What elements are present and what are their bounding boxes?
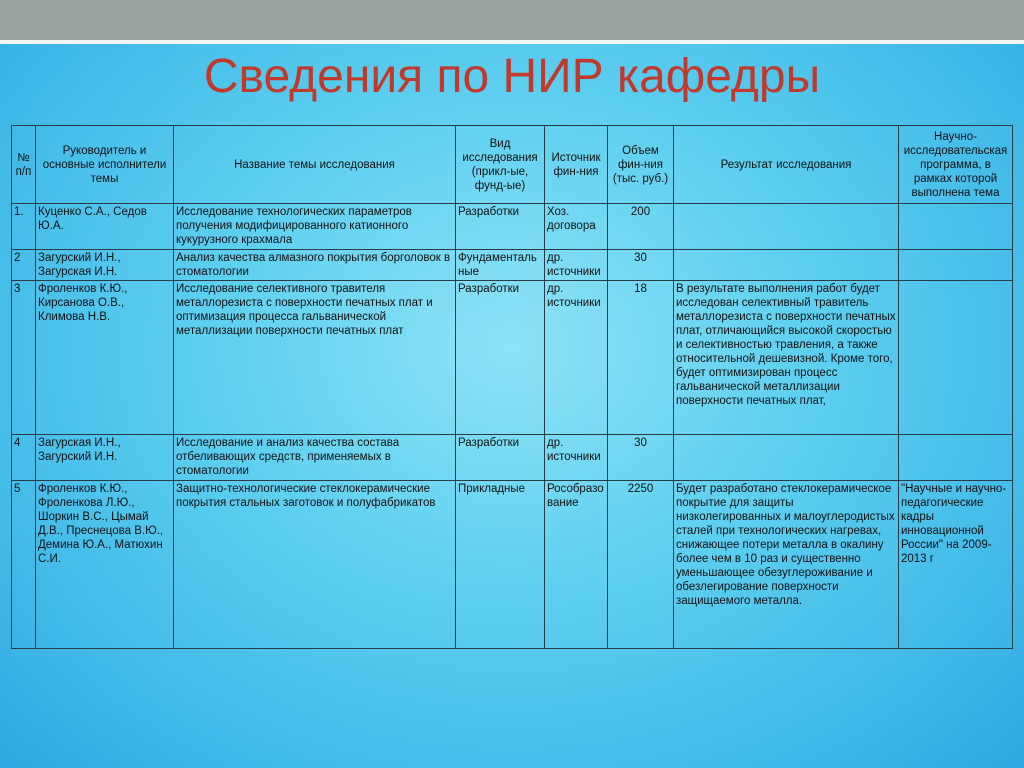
cell-volume: 2250 [608,481,674,649]
cell-source: др. источники [545,281,608,435]
cell-kind: Разработки [456,204,545,250]
cell-program [899,204,1013,250]
table-row [12,250,1013,281]
cell-volume: 30 [608,435,674,481]
cell-program [899,250,1013,281]
cell-leaders: Фроленков К.Ю., Кирсанова О.В., Климова Н.В. [36,281,174,435]
header-program: Научно-исследовательская программа, в рамках которой выполнена тема [899,126,1013,204]
cell-source: др. источники [545,435,608,481]
cell-kind: Разработки [456,281,545,435]
cell-num: 1. [12,204,36,250]
cell-topic: Исследование технологических параметров получения модифицированного катионного кукурузного крахмала [174,204,456,250]
cell-num: 5 [12,481,36,649]
cell-result [674,435,899,481]
cell-kind: Прикладные [456,481,545,649]
header-kind: Вид исследования (прикл-ые, фунд-ые) [456,126,545,204]
cell-source: др. источники [545,250,608,281]
cell-volume: 30 [608,250,674,281]
cell-num: 3 [12,281,36,435]
cell-result: Будет разработано стеклокерамическое покрытие для защиты низколегированных и малоуглеродистых сталей при технологических нагревах, снижающее потери металла в окалину более чем в 10 раз и существенно уменьшающее обезуглероживание и обезлегирование поверхности защищаемого металла. [674,481,899,649]
cell-topic: Исследование селективного травителя металлорезиста с поверхности печатных плат и оптимизация процесса гальванической металлизации поверхности печатных плат [174,281,456,435]
cell-kind: Фундаментальные [456,250,545,281]
table-row [12,435,1013,481]
header-topic: Название темы исследования [174,126,456,204]
research-table [11,125,1013,649]
cell-volume: 200 [608,204,674,250]
table-row [12,481,1013,649]
table-row [12,281,1013,435]
header-leaders: Руководитель и основные исполнители темы [36,126,174,204]
cell-program [899,281,1013,435]
cell-num: 4 [12,435,36,481]
cell-result: В результате выполнения работ будет исследован селективный травитель металлорезиста с поверхности печатных плат, отличающийся высокой скоростью и селективностью травления, а также относительной дешевизной. Кроме того, будет оптимизирован процесс гальванической металлизации поверхности печатных плат, [674,281,899,435]
research-table-container [11,125,1012,649]
cell-result [674,204,899,250]
cell-result [674,250,899,281]
cell-program: "Научные и научно-педагогические кадры инновационной России" на 2009-2013 г [899,481,1013,649]
cell-leaders: Фроленков К.Ю., Фроленкова Л.Ю., Шоркин В.С., Цымай Д.В., Преснецова В.Ю., Демина Ю.А., Матюхин С.И. [36,481,174,649]
cell-topic: Исследование и анализ качества состава отбеливающих средств, применяемых в стоматологии [174,435,456,481]
cell-source: Рособразование [545,481,608,649]
top-band [0,0,1024,40]
cell-source: Хоз. договора [545,204,608,250]
header-source: Источник фин-ния [545,126,608,204]
cell-program [899,435,1013,481]
cell-leaders: Загурская И.Н., Загурский И.Н. [36,435,174,481]
cell-num: 2 [12,250,36,281]
cell-leaders: Куценко С.А., Седов Ю.А. [36,204,174,250]
cell-topic: Защитно-технологические стеклокерамические покрытия стальных заготовок и полуфабрикатов [174,481,456,649]
cell-topic: Анализ качества алмазного покрытия борголовок в стоматологии [174,250,456,281]
header-result: Результат исследования [674,126,899,204]
slide-title: Сведения по НИР кафедры [203,50,821,103]
table-row [12,204,1013,250]
header-row [12,126,1013,204]
cell-volume: 18 [608,281,674,435]
cell-leaders: Загурский И.Н., Загурская И.Н. [36,250,174,281]
header-volume: Объем фин-ния (тыс. руб.) [608,126,674,204]
cell-kind: Разработки [456,435,545,481]
header-num: № п/п [12,126,36,204]
